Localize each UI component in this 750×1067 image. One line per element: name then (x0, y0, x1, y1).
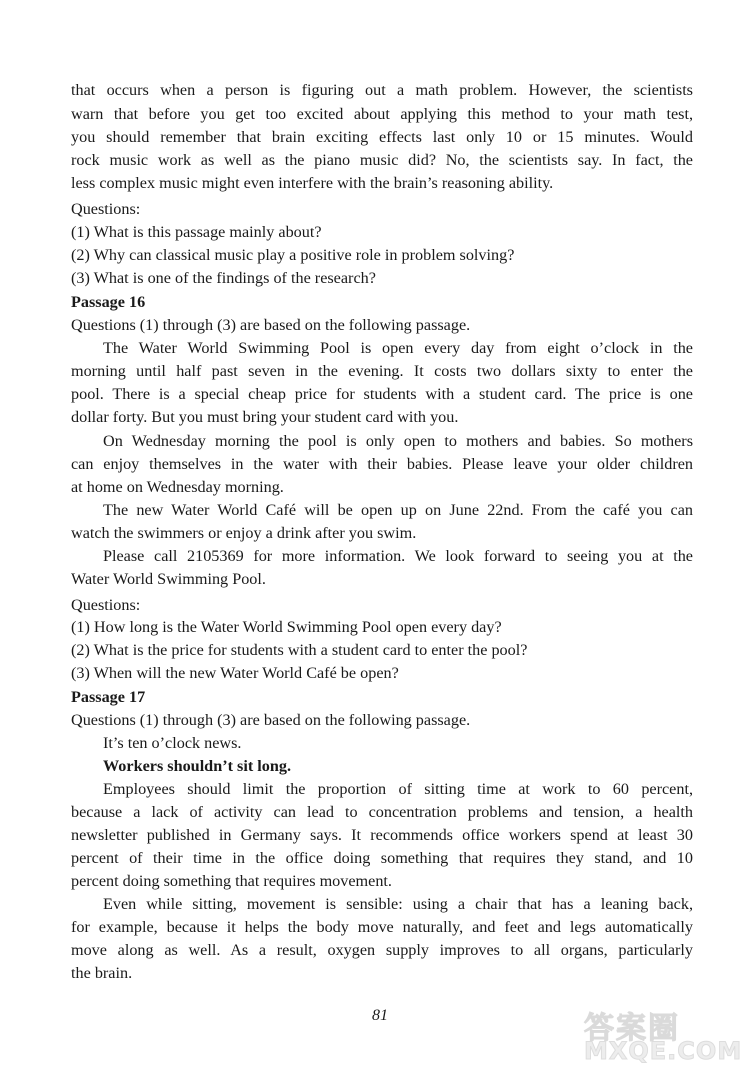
text-line: you should remember that brain exciting effects last only 10 or 15 minutes. Would (71, 128, 693, 146)
text-line: for example, because it helps the body move naturally, and feet and legs automatically (71, 918, 693, 936)
text-line: Even while sitting, movement is sensible: using a chair that has a leaning back, (103, 895, 693, 913)
site-watermark (584, 1003, 744, 1065)
question-item: (3) When will the new Water World Café be open? (71, 664, 399, 682)
question-item: (1) How long is the Water World Swimming Pool open every day? (71, 618, 502, 636)
text-line: percent of their time in the office doing something that requires they stand, and 10 (71, 849, 693, 867)
text-line: that occurs when a person is figuring out a math problem. However, the scientists (71, 81, 693, 99)
passage-instruction: Questions (1) through (3) are based on the following passage. (71, 711, 471, 729)
text-line: The new Water World Café will be open up on June 22nd. From the café you can (103, 501, 693, 519)
text-line: the brain. (71, 964, 133, 982)
text-line: can enjoy themselves in the water with their babies. Please leave your older children (71, 455, 693, 473)
text-line: The Water World Swimming Pool is open every day from eight o’clock in the (103, 339, 693, 357)
question-item: (1) What is this passage mainly about? (71, 223, 322, 241)
text-line: move along as well. As a result, oxygen supply improves to all organs, particularly (71, 941, 693, 959)
text-line: It’s ten o’clock news. (103, 734, 242, 752)
questions-heading: Questions: (71, 596, 141, 614)
text-line: morning until half past seven in the evening. It costs two dollars sixty to enter the (71, 362, 693, 380)
text-line: because a lack of activity can lead to concentration problems and tension, a health (71, 803, 693, 821)
text-line: dollar forty. But you must bring your student card with you. (71, 408, 459, 426)
text-line: On Wednesday morning the pool is only open to mothers and babies. So mothers (103, 432, 693, 450)
passage-heading: Passage 16 (71, 293, 146, 311)
text-line: newsletter published in Germany says. It recommends office workers spend at least 30 (71, 826, 693, 844)
text-line: watch the swimmers or enjoy a drink after you swim. (71, 524, 417, 542)
text-line: Employees should limit the proportion of sitting time at work to 60 percent, (103, 780, 693, 798)
question-item: (2) What is the price for students with a student card to enter the pool? (71, 641, 528, 659)
watermark-url-text: MXQE.COM (584, 1037, 743, 1065)
text-line: Please call 2105369 for more information. We look forward to seeing you at the (103, 547, 693, 565)
watermark-logo-text: 答案圈 (584, 1011, 680, 1046)
text-line: less complex music might even interfere with the brain’s reasoning ability. (71, 174, 554, 192)
text-line: percent doing something that requires movement. (71, 872, 392, 890)
question-item: (3) What is one of the findings of the research? (71, 269, 376, 287)
passage-instruction: Questions (1) through (3) are based on the following passage. (71, 316, 471, 334)
text-line: warn that before you get too excited about applying this method to your math test, (71, 105, 693, 123)
questions-heading: Questions: (71, 200, 141, 218)
news-headline: Workers shouldn’t sit long. (103, 757, 291, 775)
text-line: Water World Swimming Pool. (71, 570, 266, 588)
text-line: rock music work as well as the piano music did? No, the scientists say. In fact, the (71, 151, 693, 169)
question-item: (2) Why can classical music play a positive role in problem solving? (71, 246, 515, 264)
page-number: 81 (372, 1007, 388, 1024)
text-line: pool. There is a special cheap price for students with a student card. The price is one (71, 385, 693, 403)
passage-heading: Passage 17 (71, 688, 146, 706)
text-line: at home on Wednesday morning. (71, 478, 284, 496)
